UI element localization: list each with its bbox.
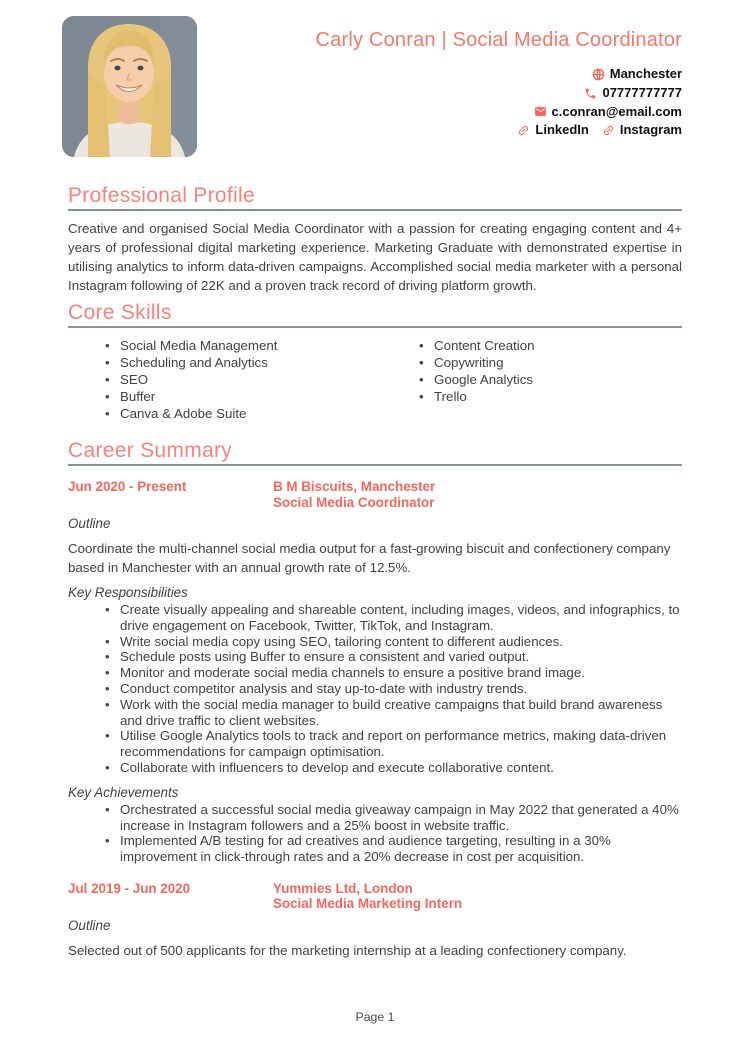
responsibilities-list — [68, 602, 682, 776]
envelope-icon — [534, 105, 547, 118]
page-title: Carly Conran | Social Media Coordinator — [315, 29, 682, 51]
profile-photo-illustration — [62, 16, 197, 157]
responsibilities-label: Key Responsibilities — [68, 585, 188, 600]
skill-item: • Trello — [417, 388, 682, 405]
linkedin-link[interactable] — [517, 121, 588, 140]
bullet-item: • Create visually appealing and shareable content, including images, videos, and infographics, to drive engagement on Facebook, Twitter, TikTok, and Instagram. — [103, 602, 682, 634]
skill-item: • Scheduling and Analytics — [103, 354, 417, 371]
page-number: Page 1 — [355, 1010, 395, 1024]
skill-item: • Copywriting — [417, 354, 682, 371]
bullet-item: • Implemented A/B testing for ad creatives and audience targeting, resulting in a 30% improvement in click-through rates and a 20% decrease in cost per acquisition. — [103, 833, 682, 865]
outline-label: Outline — [68, 917, 111, 933]
globe-icon — [592, 68, 605, 81]
section-heading-profile: Professional Profile — [68, 183, 682, 211]
job-titles — [273, 479, 435, 510]
job-company: B M Biscuits, Manchester — [273, 479, 436, 494]
outline-text: Coordinate the multi-channel social media output for a fast-growing biscuit and confectionery company based in Manchester with an annual growth rate of 12.5%. — [68, 541, 671, 575]
skill-item: • SEO — [103, 371, 417, 388]
outline-text: Selected out of 500 applicants for the marketing internship at a leading confectionery company. — [68, 942, 627, 958]
skills-column-left — [103, 337, 417, 422]
skill-item: • Canva & Adobe Suite — [103, 405, 417, 422]
contact-email-text[interactable]: c.conran@email.com — [551, 103, 682, 119]
skill-item: • Buffer — [103, 388, 417, 405]
section-heading-career: Career Summary — [68, 438, 682, 466]
job-role: Social Media Coordinator — [273, 494, 435, 510]
job-role: Social Media Marketing Intern — [273, 896, 462, 912]
job-company: Yummies Ltd, London — [273, 880, 413, 896]
link-icon — [602, 124, 615, 137]
header-contact-block — [197, 16, 682, 157]
bullet-item: • Utilise Google Analytics tools to track and report on performance metrics, making data-driven recommendations for campaign optimisation. — [103, 728, 682, 760]
job-meta — [68, 881, 682, 912]
phone-icon — [584, 87, 597, 100]
bullet-item: • Monitor and moderate social media channels to ensure a positive brand image. — [103, 665, 682, 681]
profile-paragraph: Creative and organised Social Media Coordinator with a passion for creating engaging content and 4+ years of professional digital marketing experience. Marketing Graduate with demonstrated expertise in utilising analytics to inform data-driven campaigns. Accomplished social media marketer with a personal Instagram following of 22K and a proven track record of driving platform growth. — [68, 221, 682, 293]
skills-columns — [68, 337, 682, 422]
skill-item: • Google Analytics — [417, 371, 682, 388]
instagram-link-text[interactable]: Instagram — [619, 122, 682, 138]
skill-item: • Content Creation — [417, 337, 682, 354]
bullet-item: • Conduct competitor analysis and stay up-to-date with industry trends. — [103, 681, 682, 697]
instagram-link[interactable] — [602, 121, 682, 140]
contact-phone — [584, 84, 682, 103]
contact-location — [592, 65, 682, 84]
bullet-item: • Orchestrated a successful social media giveaway campaign in May 2022 that generated a 40% increase in Instagram followers and a 25% boost in website traffic. — [103, 802, 682, 834]
outline-label: Outline — [68, 516, 111, 531]
achievements-label: Key Achievements — [68, 784, 179, 800]
bullet-item: • Write social media copy using SEO, tailoring content to different audiences. — [103, 634, 682, 650]
contact-location-text: Manchester — [609, 66, 682, 81]
job-titles — [273, 881, 462, 912]
bullet-item: • Work with the social media manager to build creative campaigns that build brand awareness and drive traffic to client websites. — [103, 697, 682, 729]
linkedin-link-text[interactable]: LinkedIn — [535, 122, 589, 138]
achievements-list — [68, 802, 682, 865]
job-dates: Jul 2019 - Jun 2020 — [68, 880, 191, 896]
header — [0, 0, 750, 157]
section-heading-skills: Core Skills — [68, 300, 682, 328]
profile-photo — [62, 16, 197, 157]
contact-links — [517, 121, 682, 140]
bullet-item: • Collaborate with influencers to develop and execute collaborative content. — [103, 760, 682, 776]
link-icon — [517, 124, 530, 137]
job-meta — [68, 479, 682, 510]
cv-body — [0, 183, 750, 960]
bullet-item: • Schedule posts using Buffer to ensure a consistent and varied output. — [103, 649, 682, 665]
skill-item: • Social Media Management — [103, 337, 417, 354]
skills-column-right — [417, 337, 682, 422]
contact-email[interactable] — [534, 103, 682, 122]
contact-phone-text: 07777777777 — [602, 84, 682, 100]
job-dates: Jun 2020 - Present — [68, 479, 187, 494]
